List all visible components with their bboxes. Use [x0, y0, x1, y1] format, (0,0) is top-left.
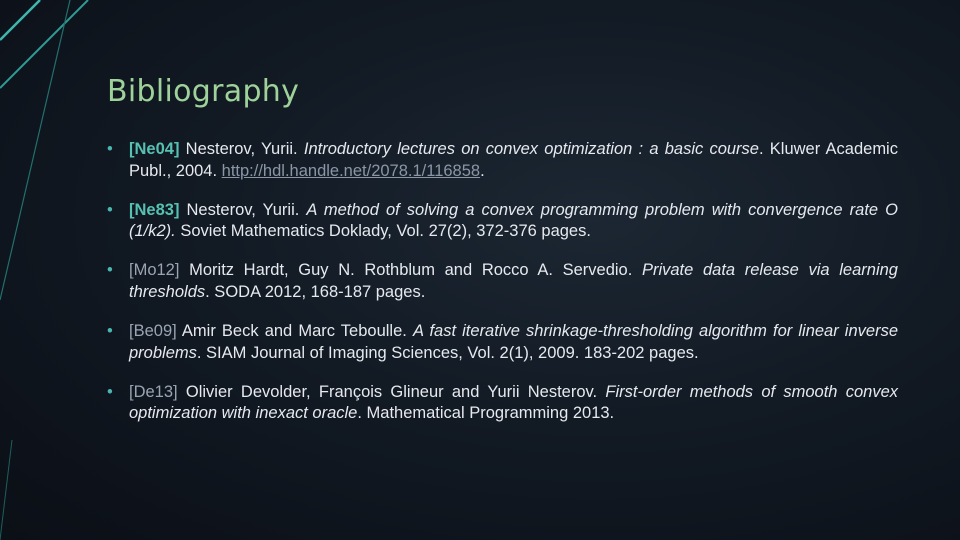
citation-key: [Ne04]	[129, 140, 180, 158]
reference-mo12	[107, 260, 898, 303]
reference-authors: Nesterov, Yurii.	[179, 140, 304, 158]
bullet-icon: •	[107, 261, 113, 280]
citation-key: [Be09]	[129, 322, 177, 341]
reference-de13	[107, 382, 898, 425]
citation-key: [Ne83]	[129, 200, 180, 219]
reference-title: A method of solving a convex programming problem with convergence rate O (1/k2).	[129, 200, 898, 241]
slide-title: Bibliography	[107, 74, 300, 109]
reference-details: . Mathematical Programming 2013.	[357, 404, 615, 423]
reference-title: First-order methods of smooth convex optimization with inexact oracle	[129, 382, 898, 423]
reference-details: . Kluwer Academic Publ., 2004.	[129, 140, 898, 180]
reference-details: Soviet Mathematics Doklady, Vol. 27(2), 372-376 pages.	[175, 222, 591, 241]
bullet-icon: •	[107, 322, 113, 341]
reference-ne83	[107, 200, 898, 243]
bullet-icon: •	[107, 200, 113, 219]
reference-link[interactable]: http://hdl.handle.net/2078.1/116858	[221, 161, 481, 180]
bibliography-list	[107, 139, 898, 442]
reference-details: . SODA 2012, 168-187 pages.	[205, 282, 426, 301]
bullet-icon: •	[107, 140, 113, 158]
reference-authors: Amir Beck and Marc Teboulle.	[176, 322, 413, 341]
citation-key: [De13]	[129, 382, 178, 401]
reference-authors: Olivier Devolder, François Glineur and Yurii Nesterov.	[177, 382, 606, 401]
reference-tail: .	[480, 161, 485, 180]
reference-title: Private data release via learning thresholds	[129, 261, 898, 301]
bullet-icon: •	[107, 382, 113, 401]
reference-authors: Nesterov, Yurii.	[179, 200, 307, 219]
reference-be09	[107, 321, 898, 364]
reference-title: Introductory lectures on convex optimization : a basic course	[303, 140, 759, 158]
citation-key: [Mo12]	[129, 261, 180, 280]
reference-title: A fast iterative shrinkage-thresholding algorithm for linear inverse problems	[129, 322, 899, 362]
reference-authors: Moritz Hardt, Guy N. Rothblum and Rocco A. Servedio.	[179, 261, 642, 280]
reference-details: . SIAM Journal of Imaging Sciences, Vol. 2(1), 2009. 183-202 pages.	[196, 343, 699, 362]
reference-ne04	[107, 139, 898, 182]
